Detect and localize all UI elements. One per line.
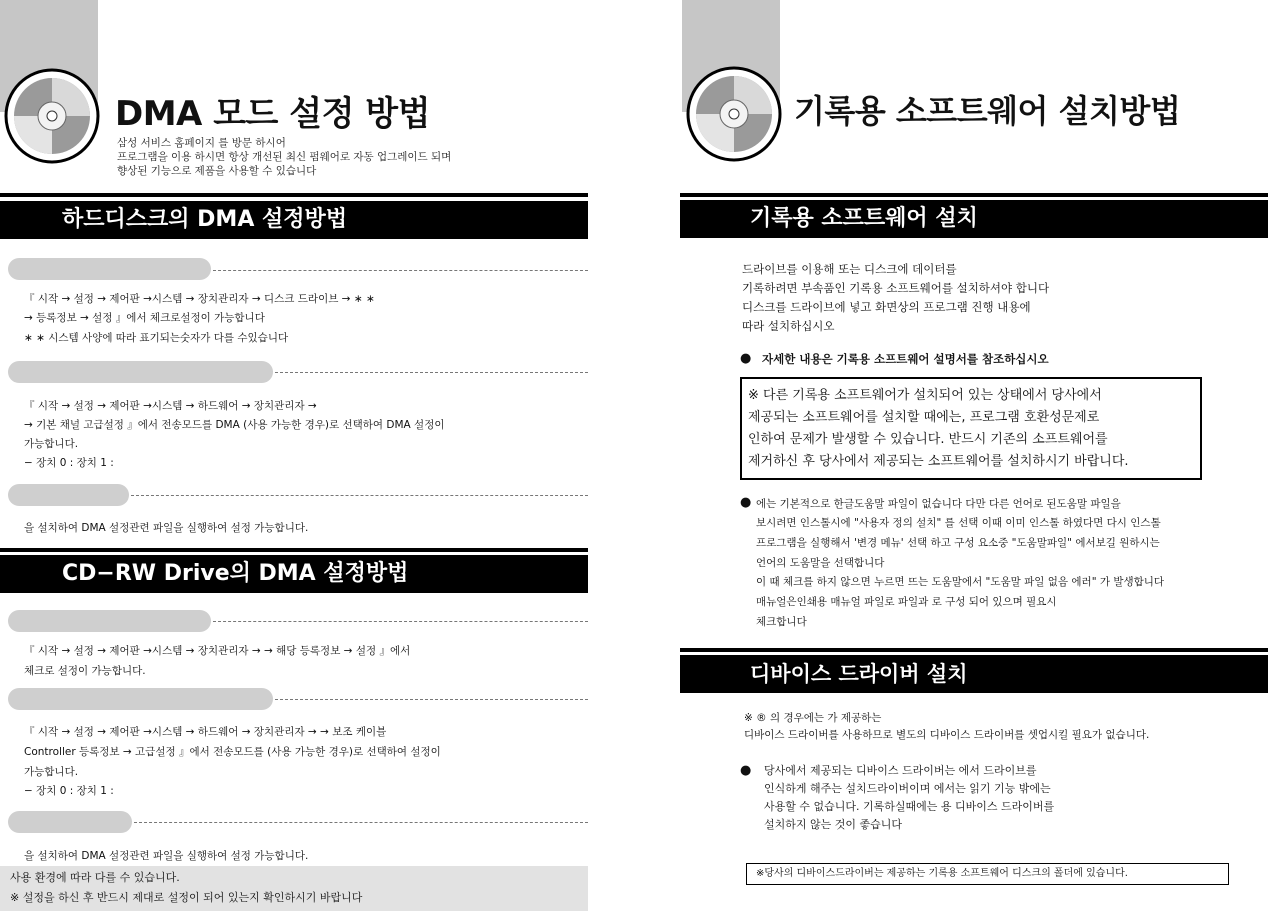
step-pill xyxy=(8,610,211,632)
body-line: 인식하게 해주는 설치드라이버이며 에서는 읽기 기능 밖에는 xyxy=(764,782,1051,795)
dashed-divider xyxy=(213,621,588,622)
instruction-line: 체크로 설정이 가능합니다. xyxy=(24,665,146,677)
body-line: 체크합니다 xyxy=(756,616,807,628)
instruction-line: → 기본 채널 고급설정 』에서 전송모드를 DMA (사용 가능한 경우)로 선택하여 DMA 설정이 xyxy=(24,419,445,431)
bold-note: 자세한 내용은 기록용 소프트웨어 설명서를 참조하십시오 xyxy=(762,352,1049,366)
body-line: 언어의 도움말을 선택합니다 xyxy=(756,557,885,569)
bullet-icon: ● xyxy=(740,351,752,366)
body-line: 보시려면 인스톨시에 "사용자 정의 설치" 를 선택 이때 이미 인스톨 하였다면 다시 인스톨 xyxy=(756,517,1161,529)
page-title: DMA 모드 설정 방법 xyxy=(115,94,430,134)
instruction-line: 『 시작 → 설정 → 제어판 →시스템 → 장치관리자 → 디스크 드라이브 → ∗ ∗ xyxy=(24,293,375,305)
instruction-line: → 등록정보 → 설정 』에서 체크로설정이 가능합니다 xyxy=(24,312,265,324)
body-line: ※ ® 의 경우에는 가 제공하는 xyxy=(744,712,882,724)
info-text: ※당사의 디바이스드라이버는 제공하는 기록용 소프트웨어 디스크의 폴더에 있습니다. xyxy=(756,868,1128,879)
body-line: 드라이브를 이용해 또는 디스크에 데이터를 xyxy=(742,262,957,276)
instruction-line: 『 시작 → 설정 → 제어판 →시스템 → 장치관리자 → → 해당 등록정보 → 설정 』에서 xyxy=(24,645,411,657)
dashed-divider xyxy=(275,372,588,373)
right-page xyxy=(680,0,1268,911)
divider xyxy=(680,648,1268,652)
body-line: 에는 기본적으로 한글도움말 파일이 없습니다 다만 다른 언어로 된도움말 파일을 xyxy=(756,498,1121,510)
body-line: 기록하려면 부속품인 기록용 소프트웨어를 설치하셔야 합니다 xyxy=(742,281,1050,295)
instruction-line: 『 시작 → 설정 → 제어판 →시스템 → 하드웨어 → 장치관리자 → → 보조 케이블 xyxy=(24,726,387,738)
bullet-icon: ● xyxy=(740,495,752,510)
dashed-divider xyxy=(134,822,588,823)
step-pill xyxy=(8,361,273,383)
page-title: 기록용 소프트웨어 설치방법 xyxy=(794,92,1181,130)
instruction-line: ∗ ∗ 시스템 사양에 따라 표기되는숫자가 다를 수있습니다 xyxy=(24,332,289,344)
footer-line: ※ 설정을 하신 후 반드시 제대로 설정이 되어 있는지 확인하시기 바랍니다 xyxy=(10,891,363,904)
body-line: 당사에서 제공되는 디바이스 드라이버는 에서 드라이브를 xyxy=(764,764,1037,777)
section-heading: 하드디스크의 DMA 설정방법 xyxy=(0,201,588,239)
section-heading: 기록용 소프트웨어 설치 xyxy=(680,200,1268,238)
warning-line: 제공되는 소프트웨어를 설치할 때에는, 프로그램 호환성문제로 xyxy=(748,410,1100,425)
instruction-line: 을 설치하여 DMA 설정관련 파일을 실행하여 설정 가능합니다. xyxy=(24,850,309,862)
dashed-divider xyxy=(213,270,588,271)
body-line: 설치하지 않는 것이 좋습니다 xyxy=(764,818,903,831)
warning-line: 인하여 문제가 발생할 수 있습니다. 반드시 기존의 소프트웨어를 xyxy=(748,432,1108,447)
dashed-divider xyxy=(275,699,588,700)
dashed-divider xyxy=(131,495,588,496)
section-heading: CD−RW Drive의 DMA 설정방법 xyxy=(0,555,588,593)
step-pill xyxy=(8,811,132,833)
body-line: 사용할 수 없습니다. 기록하실때에는 용 디바이스 드라이버를 xyxy=(764,800,1055,813)
intro-text: 삼성 서비스 홈페이지 를 방문 하시어 프로그램을 이용 하시면 항상 개선된 최신 펌웨어로 자동 업그레이드 되며 향상된 기능으로 제품을 사용할 수 있습니다 xyxy=(117,137,452,177)
body-line: 디스크를 드라이브에 넣고 화면상의 프로그램 진행 내용에 xyxy=(742,300,1031,314)
body-line: 프로그램을 실행해서 '변경 메뉴' 선택 하고 구성 요소중 "도움말파일" 에서보길 원하시는 xyxy=(756,537,1160,549)
body-line: 디바이스 드라이버를 사용하므로 별도의 디바이스 드라이버를 셋업시킬 필요가 없습니다. xyxy=(744,729,1150,741)
cd-disc-icon xyxy=(4,68,100,164)
bullet-icon: ● xyxy=(740,763,752,778)
divider xyxy=(0,548,588,552)
footer-line: 사용 환경에 따라 다를 수 있습니다. xyxy=(10,871,180,884)
warning-line: ※ 다른 기록용 소프트웨어가 설치되어 있는 상태에서 당사에서 xyxy=(748,388,1102,403)
section-heading: 디바이스 드라이버 설치 xyxy=(680,655,1268,693)
step-pill xyxy=(8,258,211,280)
instruction-line: 가능합니다. xyxy=(24,766,79,778)
body-line: 이 때 체크를 하지 않으면 누르면 뜨는 도움말에서 "도움말 파일 없음 에러" 가 발생합니다 xyxy=(756,576,1165,588)
left-page xyxy=(0,0,600,911)
instruction-line: − 장치 0 : 장치 1 : xyxy=(24,457,114,469)
instruction-line: 가능합니다. xyxy=(24,438,79,450)
instruction-line: 『 시작 → 설정 → 제어판 →시스템 → 하드웨어 → 장치관리자 → xyxy=(24,400,317,412)
step-pill xyxy=(8,484,129,506)
instruction-line: 을 설치하여 DMA 설정관련 파일을 실행하여 설정 가능합니다. xyxy=(24,522,309,534)
divider xyxy=(0,193,588,197)
divider xyxy=(680,193,1268,197)
warning-line: 제거하신 후 당사에서 제공되는 소프트웨어를 설치하시기 바랍니다. xyxy=(748,454,1129,469)
body-line: 따라 설치하십시오 xyxy=(742,319,835,333)
body-line: 매뉴얼은인쇄용 매뉴얼 파일로 파일과 로 구성 되어 있으며 필요시 xyxy=(756,596,1057,608)
instruction-line: − 장치 0 : 장치 1 : xyxy=(24,785,114,797)
cd-disc-icon xyxy=(686,66,782,162)
step-pill xyxy=(8,688,273,710)
instruction-line: Controller 등록정보 → 고급설정 』에서 전송모드를 (사용 가능한 경우)로 선택하여 설정이 xyxy=(24,746,441,758)
